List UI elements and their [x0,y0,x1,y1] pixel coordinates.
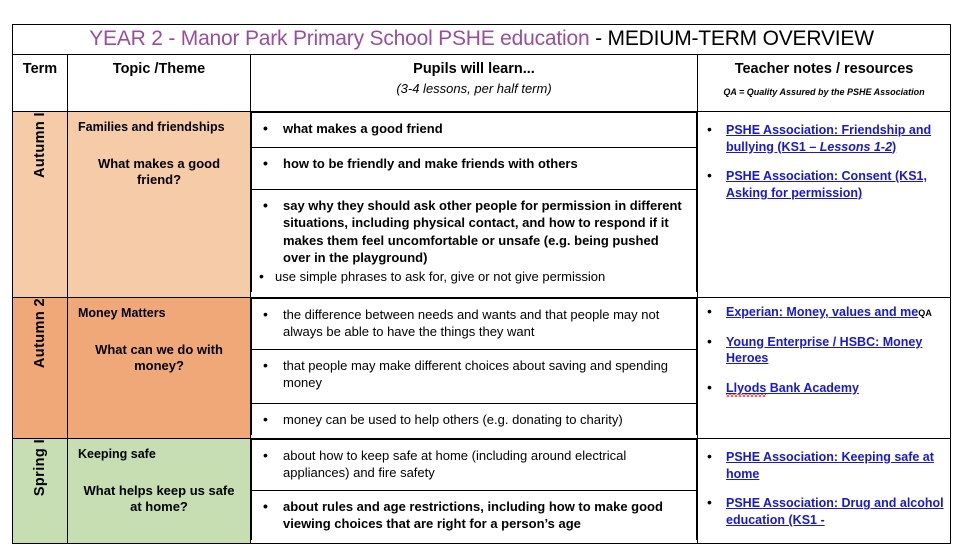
title-school-part: YEAR 2 - Manor Park Primary School PSHE education [89,27,590,50]
learn-subrow [252,190,697,293]
term-cell-autumn-2 [13,298,68,439]
table-row [13,298,951,439]
term-cell-spring-1 [13,439,68,544]
topic-title: Money Matters [78,306,166,320]
term-label: Spring I [32,439,48,497]
learn-cell-spring-1 [251,439,698,544]
term-label: Autumn I [32,112,48,179]
learn-group [252,491,697,540]
header-term-label: Term [22,61,58,77]
topic-cell-autumn-2 [68,298,251,439]
notes-cell-autumn-1 [698,112,951,298]
learn-bullet: • how to be friendly and make friends with others [254,155,688,172]
list-item [700,380,944,397]
learn-bullet: • about rules and age restrictions, including how to make good viewing choices that are right for a person’s age [254,498,688,533]
title-row [13,25,951,55]
table-row [13,439,951,544]
learn-cell-autumn-2 [251,298,698,439]
topic-title: Families and friendships [78,120,225,134]
header-learn-label: Pupils will learn... [413,61,535,77]
learn-subrow [252,299,697,350]
learn-subrow [252,350,697,404]
learn-group [252,404,697,436]
document-title-cell [13,25,951,55]
resource-link[interactable]: Young Enterprise / HSBC: Money Heroes [726,334,923,366]
medium-term-overview-table [12,24,951,544]
learn-group [252,440,697,491]
list-item [700,495,944,528]
learn-subtable [251,112,697,292]
notes-cell-spring-1 [698,439,951,544]
resource-link[interactable]: PSHE Association: Friendship and bullying (KS1 – Lessons 1-2) [726,123,932,154]
learn-group [252,113,697,148]
learn-subtable [251,298,697,435]
learn-bullet: • that people may make different choices about saving and spending money [254,357,688,392]
resource-link[interactable]: Experian: Money, values and me [726,305,919,319]
learn-subrow [252,404,697,436]
resource-link[interactable]: PSHE Association: Drug and alcohol education (KS1 - [726,496,944,527]
list-item [700,122,944,155]
header-notes-label: Teacher notes / resources [734,61,914,77]
list-item [700,449,944,482]
learn-bullet: • use simple phrases to ask for, give or not give permission [254,268,688,285]
misspelled-word: Llyods [726,380,767,395]
table-row [13,112,951,298]
learn-cell-autumn-1 [251,112,698,298]
notes-cell-autumn-2 [698,298,951,439]
topic-cell-spring-1 [68,439,251,544]
topic-question: What makes a good friend? [97,156,221,187]
learn-group [252,190,697,293]
header-topic-label: Topic /Theme [112,61,206,77]
resource-link[interactable]: PSHE Association: Keeping safe at home [726,450,934,481]
topic-question: What can we do with money? [95,342,223,373]
resource-link[interactable]: PSHE Association: Consent (KS1, Asking for permission) [726,169,927,200]
learn-subrow [252,113,697,148]
learn-group [252,299,697,350]
list-item [700,304,944,321]
learn-group [252,350,697,404]
topic-cell-autumn-1 [68,112,251,298]
learn-subrow [252,440,697,491]
learn-bullet: • say why they should ask other people for permission in different situations, including physical contact, and how to respond if it makes them feel uncomfortable or unsafe (e.g. being pushed over in the playground) [254,197,688,266]
header-learn [251,55,698,112]
resource-link[interactable]: Llyods Bank Academy [726,380,859,395]
header-term [13,55,68,112]
table-header-row [13,55,951,112]
header-topic [68,55,251,112]
learn-bullet: • about how to keep safe at home (including around electrical appliances) and fire safety [254,447,688,482]
list-item [700,168,944,201]
learn-group [252,148,697,190]
learn-subtable [251,439,697,540]
learn-bullet: • what makes a good friend [254,120,688,137]
qa-badge: QA [918,308,933,318]
learn-subrow [252,491,697,540]
term-label: Autumn 2 [32,298,48,369]
topic-question: What helps keep us safe at home? [83,483,235,514]
header-notes [698,55,951,112]
topic-title: Keeping safe [78,447,156,461]
header-learn-sublabel: (3-4 lessons, per half term) [396,81,552,96]
term-cell-autumn-1 [13,112,68,298]
title-overview-part: - MEDIUM-TERM OVERVIEW [589,27,874,50]
header-notes-qa-legend: QA = Quality Assured by the PSHE Association [723,87,925,97]
learn-bullet: • the difference between needs and wants and that people may not always be able to have the things they want [254,306,688,341]
list-item [700,334,944,367]
learn-subrow [252,148,697,190]
learn-bullet: • money can be used to help others (e.g. donating to charity) [254,411,688,428]
